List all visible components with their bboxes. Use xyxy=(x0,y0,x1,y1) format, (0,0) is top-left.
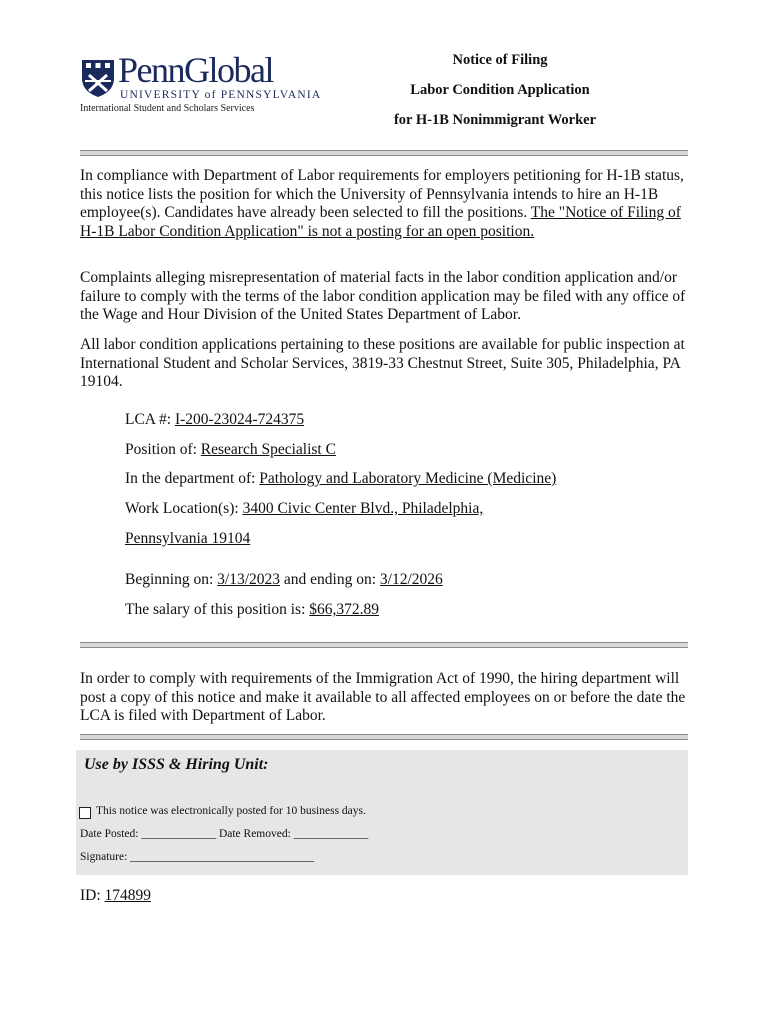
department-value: Pathology and Laboratory Medicine (Medicine) xyxy=(259,470,557,487)
immigration-paragraph: In order to comply with requirements of the Immigration Act of 1990, the hiring department will post a copy of this notice and make it available to all affected employees on or before the date the LCA is filed with Department of Labor. xyxy=(80,670,686,724)
penn-shield-icon xyxy=(80,58,116,98)
notice-title-line-2: Labor Condition Application xyxy=(410,82,590,98)
lca-number-field xyxy=(125,411,304,429)
isss-hiring-unit-box xyxy=(76,750,688,875)
work-location-field xyxy=(125,500,483,518)
salary-field xyxy=(125,601,379,619)
id-value: 174899 xyxy=(104,887,152,904)
salary-value: $66,372.89 xyxy=(309,601,380,618)
complaints-paragraph: Complaints alleging misrepresentation of material facts in the labor condition application and/or failure to comply with the terms of the labor condition application may be filed with any office of the Wage and Hour Division of the United States Department of Labor. xyxy=(80,269,686,323)
intro-text: In compliance with Department of Labor requirements for employers petitioning for H-1B status, this notice lists the position for which the University of Pennsylvania intends to hire an H-1B employee(s). Candidates have already been selected to fill the positions. xyxy=(80,167,684,221)
notice-title-line-1: Notice of Filing xyxy=(452,52,548,68)
intro-disclaimer: The "Notice of Filing of H-1B Labor Condition Application" is not a posting for an open position. xyxy=(80,204,681,240)
logo-university: UNIVERSITY of PENNSYLVANIA xyxy=(120,89,322,101)
location-label: Work Location(s): xyxy=(125,500,243,517)
beginning-label: Beginning on: xyxy=(125,571,218,588)
logo-subtitle: International Student and Scholars Services xyxy=(80,103,255,114)
penn-global-logo xyxy=(80,50,322,118)
department-field xyxy=(125,470,556,488)
position-value: Research Specialist C xyxy=(200,441,336,458)
ending-value: 3/12/2026 xyxy=(379,571,443,588)
salary-label: The salary of this position is: xyxy=(125,601,310,618)
department-label: In the department of: xyxy=(125,470,260,487)
isss-box-title: Use by ISSS & Hiring Unit: xyxy=(84,756,269,773)
lca-label: LCA #: xyxy=(125,411,175,428)
signature-line: Signature: ________________________________ xyxy=(80,851,315,863)
lca-value: I-200-23024-724375 xyxy=(174,411,305,428)
ending-label: and ending on: xyxy=(280,571,380,588)
inspection-paragraph: All labor condition applications pertaining to these positions are available for public inspection at International Student and Scholar Services, 3819-33 Chestnut Street, Suite 305, Philadelphia, PA 19104. xyxy=(80,336,685,390)
header-divider xyxy=(80,150,688,156)
id-label: ID: xyxy=(80,887,105,904)
beginning-value: 3/13/2023 xyxy=(217,571,281,588)
intro-paragraph xyxy=(80,167,690,241)
posted-checkbox[interactable] xyxy=(79,807,91,819)
logo-wordmark: PennGlobal xyxy=(118,50,273,90)
position-label: Position of: xyxy=(125,441,201,458)
location-value-line-2: Pennsylvania 19104 xyxy=(125,530,251,547)
dates-field xyxy=(125,571,443,589)
document-id xyxy=(80,887,151,905)
date-posted-removed-line: Date Posted: _____________ Date Removed: _____________ xyxy=(80,828,369,840)
box-divider xyxy=(80,734,688,740)
location-value-line-1: 3400 Civic Center Blvd., Philadelphia, xyxy=(242,500,484,517)
position-field xyxy=(125,441,336,459)
notice-title-line-3: for H-1B Nonimmigrant Worker xyxy=(393,112,597,128)
work-location-line-2 xyxy=(125,530,250,548)
details-divider xyxy=(80,642,688,648)
posted-checkbox-label: This notice was electronically posted for 10 business days. xyxy=(96,805,366,817)
